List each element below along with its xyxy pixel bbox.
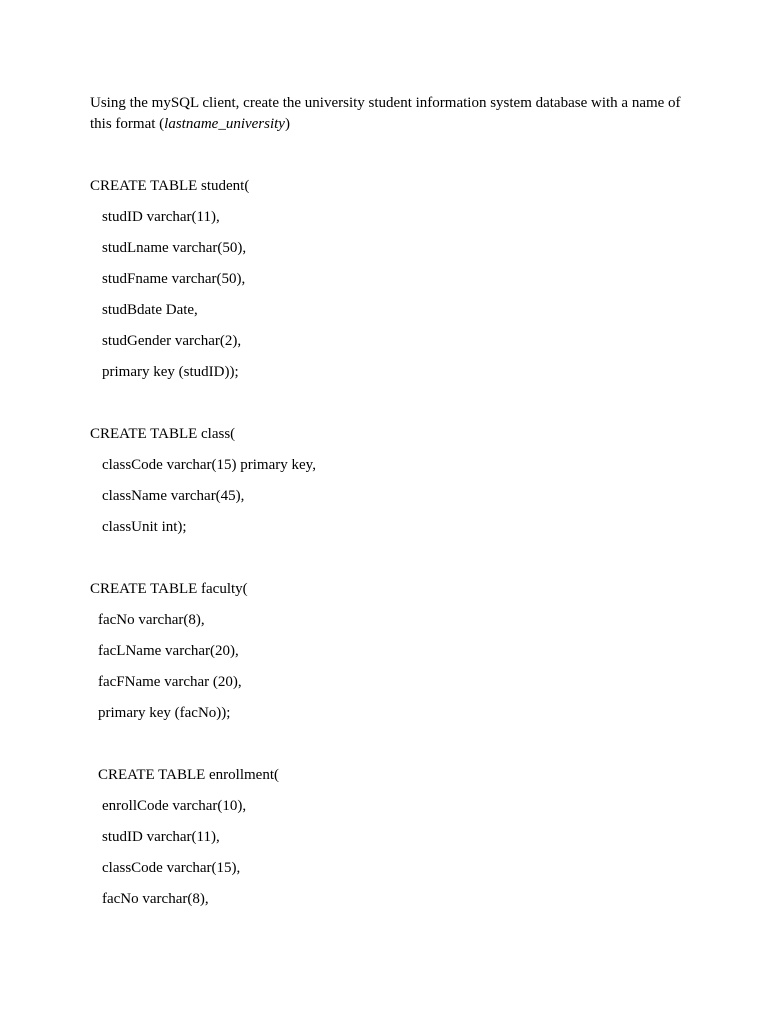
column-definition: studLname varchar(50), xyxy=(102,240,247,256)
column-definition: facFName varchar (20), xyxy=(98,674,242,690)
primary-key-definition: primary key (facNo)); xyxy=(98,705,231,721)
column-definition: className varchar(45), xyxy=(102,488,245,504)
create-table-enrollment-header: CREATE TABLE enrollment( xyxy=(98,767,279,783)
column-definition: facNo varchar(8), xyxy=(102,891,209,907)
instruction-paragraph xyxy=(90,93,690,135)
column-definition: facNo varchar(8), xyxy=(98,612,205,628)
column-definition: facLName varchar(20), xyxy=(98,643,239,659)
column-definition: classCode varchar(15), xyxy=(102,860,241,876)
column-definition: studID varchar(11), xyxy=(102,829,220,845)
column-definition: studFname varchar(50), xyxy=(102,271,246,287)
database-name-format: lastname_university xyxy=(164,116,285,132)
primary-key-definition: primary key (studID)); xyxy=(102,364,239,380)
instruction-text: Using the mySQL client, create the university student information system database with a name of this format ( xyxy=(90,95,681,132)
instruction-text-end: ) xyxy=(284,116,290,132)
column-definition: enrollCode varchar(10), xyxy=(102,798,247,814)
column-definition: studID varchar(11), xyxy=(102,209,220,225)
create-table-class-header: CREATE TABLE class( xyxy=(90,426,236,442)
column-definition: studBdate Date, xyxy=(102,302,198,318)
column-definition: classUnit int); xyxy=(102,519,187,535)
create-table-faculty-header: CREATE TABLE faculty( xyxy=(90,581,248,597)
create-table-student-header: CREATE TABLE student( xyxy=(90,178,250,194)
column-definition: studGender varchar(2), xyxy=(102,333,242,349)
column-definition: classCode varchar(15) primary key, xyxy=(102,457,316,473)
